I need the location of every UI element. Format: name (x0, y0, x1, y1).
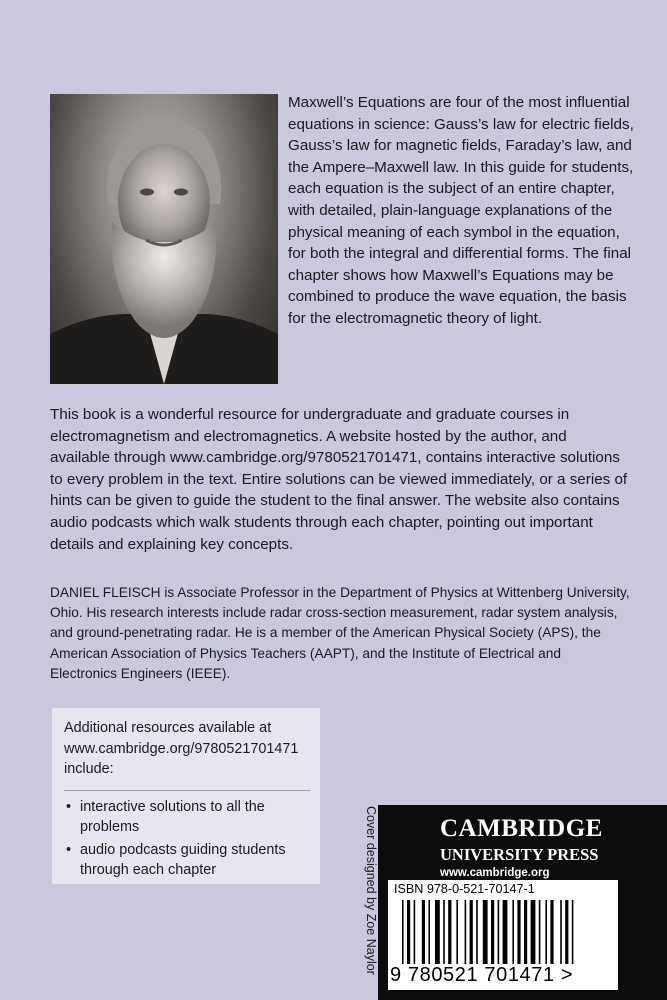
list-item (64, 840, 310, 881)
book-intro-paragraph: Maxwell’s Equations are four of the most influential equations in science: Gauss’s law for electric fields, Gauss’s law for magnetic fields, Faraday’s law, and the Ampere–Maxwell law. In this guide for students, each equation is the subject of an entire chapter, with detailed, plain-language explanations of the physical meaning of each symbol in the equation, for both the integral and differential forms. The final chapter shows how Maxwell’s Equations may be combined to produce the wave equation, the basis for the electromagnetic theory of light. (288, 94, 634, 327)
resources-intro: Additional resources available at www.cambridge.org/9780521701471 include: (64, 720, 299, 777)
isbn-barcode (388, 880, 618, 990)
author-portrait-photo (50, 94, 278, 384)
cover-credit-text: Cover designed by Zoe Naylor (364, 806, 378, 975)
bullet-icon: • (66, 798, 72, 815)
cover-credit (364, 806, 378, 996)
resource-item-text: interactive solutions to all the problems (80, 798, 265, 835)
resources-divider (64, 790, 310, 791)
resources-list (64, 797, 310, 881)
additional-resources-box (52, 708, 320, 884)
list-item (64, 797, 310, 838)
bullet-icon: • (66, 841, 72, 858)
barcode-icon (402, 900, 602, 964)
publisher-url: www.cambridge.org (440, 867, 550, 879)
isbn-label: ISBN 978-0-521-70147-1 (394, 882, 535, 896)
portrait-image (50, 94, 278, 384)
publisher-name: CAMBRIDGE (440, 815, 603, 842)
author-bio-paragraph: DANIEL FLEISCH is Associate Professor in the Department of Physics at Wittenberg University, Ohio. His research interests include radar cross-section measurement, radar system analysis, and ground-penetrating radar. He is a member of the American Physical Society (APS), the American Association of Physics Teachers (AAPT), and the Institute of Electrical and Electronics Engineers (IEEE). (50, 585, 630, 681)
barcode-digits: 9 780521 701471 > (390, 964, 574, 986)
resource-item-text: audio podcasts guiding students through each chapter (80, 841, 286, 878)
publisher-subtitle: UNIVERSITY PRESS (440, 845, 599, 864)
book-description-paragraph: This book is a wonderful resource for undergraduate and graduate courses in electromagnetism and electromagnetics. A website hosted by the author, and available through www.cambridge.org/9780521701471, contains interactive solutions to every problem in the text. Entire solutions can be viewed immediately, or a series of hints can be given to guide the student to the final answer. The website also contains audio podcasts which walk students through each chapter, pointing out important details and explaining key concepts. (50, 406, 628, 553)
